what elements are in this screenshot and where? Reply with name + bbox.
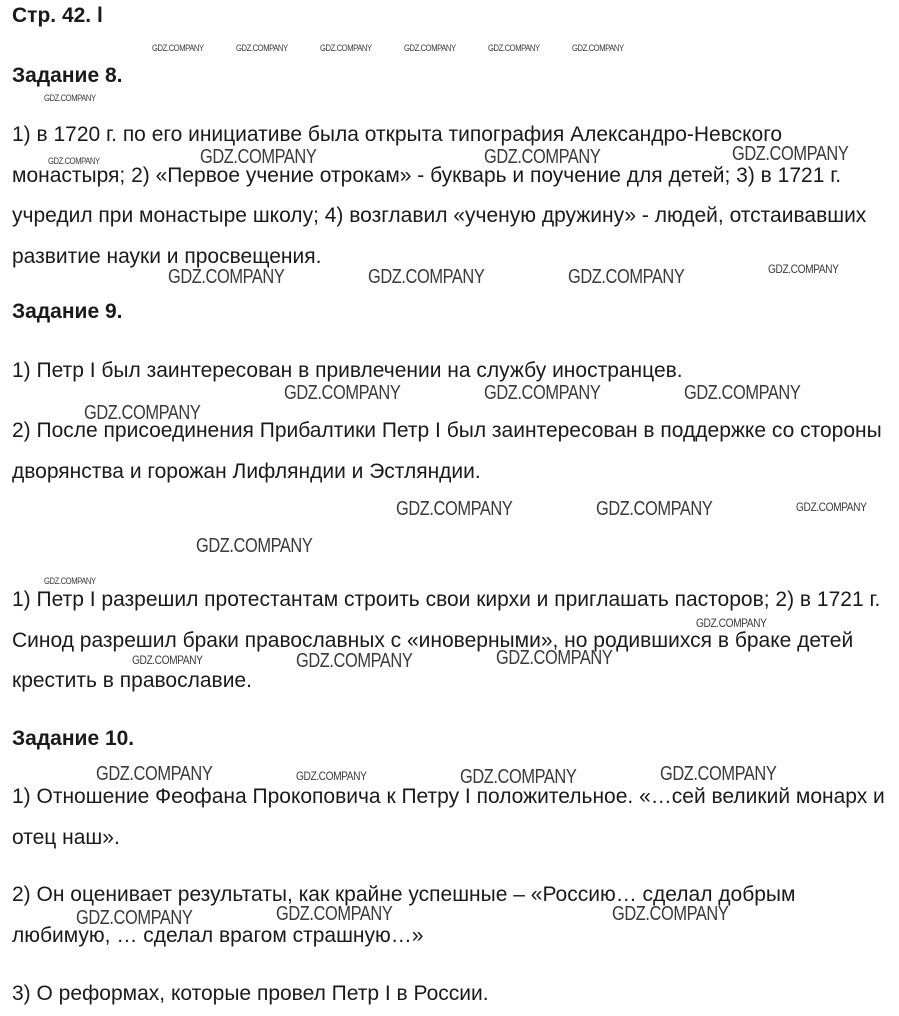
watermark: GDZ.COMPANY — [132, 653, 203, 667]
watermark: GDZ.COMPANY — [168, 266, 285, 288]
task-10-heading: Задание 10. — [12, 727, 135, 750]
watermark: GDZ.COMPANY — [496, 647, 613, 669]
task-8-answer: 1) в 1720 г. по его инициативе была открыта типография Александро-Невского монастыря; 2) «Первое учение отрокам» - букварь и поучение для детей; 3) в 1721 г. учредил при монастыре школу; 4) возглавил «ученую дружину» - людей, отстаивавших развитие науки и просвещения. — [12, 123, 867, 268]
watermark: GDZ.COMPANY — [596, 498, 713, 520]
watermark: GDZ.COMPANY — [796, 500, 867, 514]
watermark: GDZ.COMPANY — [696, 616, 767, 630]
watermark: GDZ.COMPANY — [276, 903, 393, 925]
page-title: Стр. 42. l — [12, 4, 103, 27]
task-9-answer-1: 1) Петр I был заинтересован в привлечении на службу иностранцев. — [12, 359, 683, 382]
watermark: GDZ.COMPANY — [236, 43, 288, 53]
watermark: GDZ.COMPANY — [768, 262, 839, 276]
task-8-heading: Задание 8. — [12, 64, 123, 87]
watermark: GDZ.COMPANY — [568, 266, 685, 288]
task-9-answer-3: 1) Петр I разрешил протестантам строить свои кирхи и приглашать пасторов; 2) в 1721 г. Синод разрешил браки православных с «иноверными», но родившихся в браке детей крестить в православие. — [12, 588, 881, 692]
watermark: GDZ.COMPANY — [484, 382, 601, 404]
watermark: GDZ.COMPANY — [612, 903, 729, 925]
task-10-answer-2: 2) Он оценивает результаты, как крайне успешные – «Россию… сделал добрым любимую, … сделал врагом страшную…» — [12, 883, 796, 947]
watermark: GDZ.COMPANY — [732, 143, 849, 165]
task-10-answer-3: 3) О реформах, которые провел Петр I в России. — [12, 982, 489, 1005]
task-10-answer-1: 1) Отношение Феофана Прокоповича к Петру I положительное. «…сей великий монарх и отец наш». — [12, 785, 885, 849]
watermark: GDZ.COMPANY — [196, 535, 313, 557]
watermark: GDZ.COMPANY — [320, 43, 372, 53]
watermark: GDZ.COMPANY — [76, 907, 193, 929]
watermark: GDZ.COMPANY — [484, 146, 601, 168]
watermark: GDZ.COMPANY — [284, 382, 401, 404]
task-9-answer-2: 2) После присоединения Прибалтики Петр I был заинтересован в поддержке со стороны дворянства и горожан Лифляндии и Эстляндии. — [12, 419, 882, 483]
watermark: GDZ.COMPANY — [660, 763, 777, 785]
watermark: GDZ.COMPANY — [684, 382, 801, 404]
watermark: GDZ.COMPANY — [572, 43, 624, 53]
watermark: GDZ.COMPANY — [488, 43, 540, 53]
watermark: GDZ.COMPANY — [44, 576, 96, 586]
watermark: GDZ.COMPANY — [96, 763, 213, 785]
watermark: GDZ.COMPANY — [84, 402, 201, 424]
watermark: GDZ.COMPANY — [396, 498, 513, 520]
watermark: GDZ.COMPANY — [296, 650, 413, 672]
watermark: GDZ.COMPANY — [200, 146, 317, 168]
watermark: GDZ.COMPANY — [460, 766, 577, 788]
watermark: GDZ.COMPANY — [296, 769, 367, 783]
watermark: GDZ.COMPANY — [44, 93, 96, 103]
watermark: GDZ.COMPANY — [368, 266, 485, 288]
watermark: GDZ.COMPANY — [152, 43, 204, 53]
watermark: GDZ.COMPANY — [404, 43, 456, 53]
watermark: GDZ.COMPANY — [48, 156, 100, 166]
task-9-heading: Задание 9. — [12, 300, 123, 323]
